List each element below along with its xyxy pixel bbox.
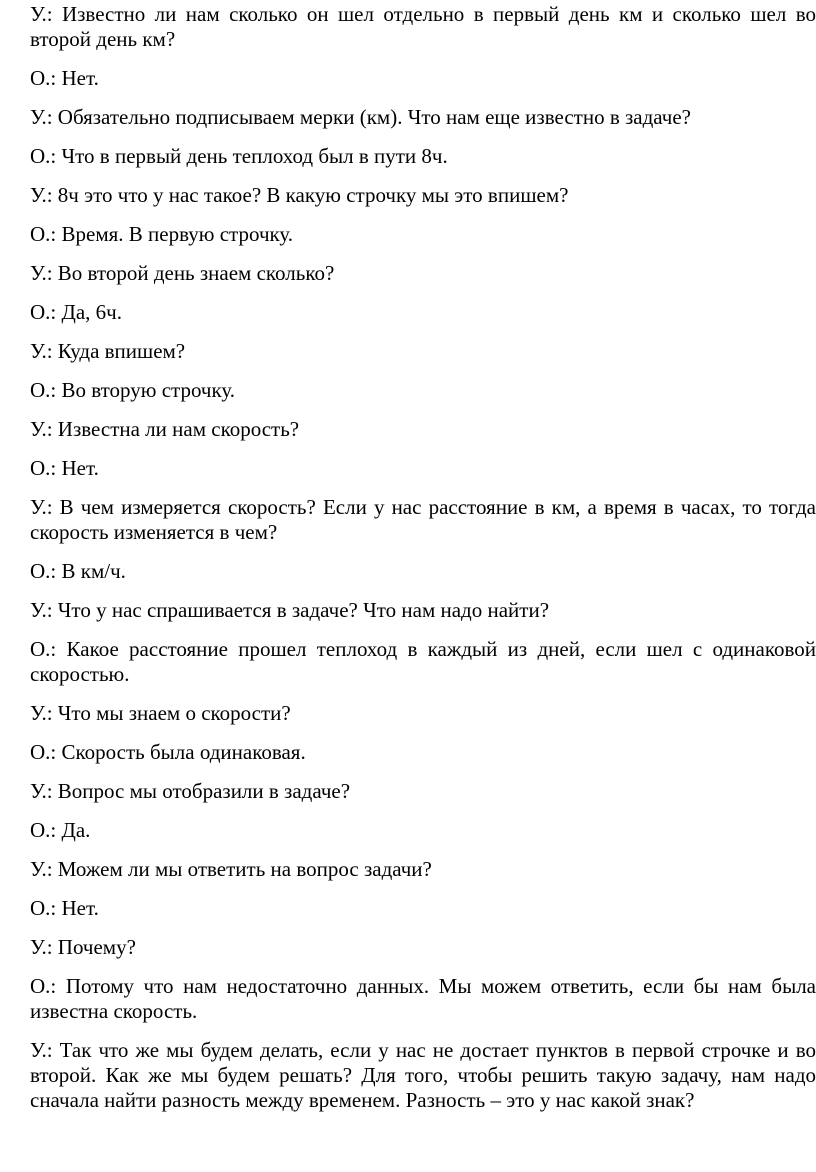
- paragraph-student-12: О.: Потому что нам недостаточно данных. Мы можем ответить, если бы нам была известна скорость.: [30, 974, 816, 1023]
- paragraph-teacher-9: У.: Что мы знаем о скорости?: [30, 701, 291, 725]
- paragraph-teacher-8: У.: Что у нас спрашивается в задаче? Что нам надо найти?: [30, 598, 550, 622]
- paragraph-teacher-3: У.: 8ч это что у нас такое? В какую строчку мы это впишем?: [30, 183, 569, 207]
- paragraph-teacher-13: У.: Так что же мы будем делать, если у нас не достает пунктов в первой строчке и во второй. Как же мы будем решать? Для того, чтобы решить такую задачу, нам надо сначала найти разность между временем. Разность – это у нас какой знак?: [30, 1038, 816, 1112]
- paragraph-student-7: О.: В км/ч.: [30, 559, 126, 583]
- paragraph-student-1: О.: Нет.: [30, 66, 99, 90]
- paragraph-teacher-7: У.: В чем измеряется скорость? Если у нас расстояние в км, а время в часах, то тогда скорость изменяется в чем?: [30, 495, 816, 544]
- paragraph-student-3: О.: Время. В первую строчку.: [30, 222, 294, 246]
- paragraph-student-6: О.: Нет.: [30, 456, 99, 480]
- paragraph-student-9: О.: Скорость была одинаковая.: [30, 740, 306, 764]
- paragraph-student-4: О.: Да, 6ч.: [30, 300, 122, 324]
- paragraph-student-5: О.: Во вторую строчку.: [30, 378, 236, 402]
- paragraph-teacher-1: У.: Известно ли нам сколько он шел отдельно в первый день км и сколько шел во второй день км?: [30, 2, 816, 51]
- paragraph-student-2: О.: Что в первый день теплоход был в пути 8ч.: [30, 144, 448, 168]
- paragraph-teacher-10: У.: Вопрос мы отобразили в задаче?: [30, 779, 351, 803]
- paragraph-teacher-6: У.: Известна ли нам скорость?: [30, 417, 300, 441]
- paragraph-teacher-5: У.: Куда впишем?: [30, 339, 186, 363]
- paragraph-teacher-11: У.: Можем ли мы ответить на вопрос задачи?: [30, 857, 432, 881]
- paragraph-student-11: О.: Нет.: [30, 896, 99, 920]
- paragraph-teacher-2: У.: Обязательно подписываем мерки (км). Что нам еще известно в задаче?: [30, 105, 691, 129]
- paragraph-teacher-4: У.: Во второй день знаем сколько?: [30, 261, 335, 285]
- document-page: [30, 0, 816, 1113]
- paragraph-student-8: О.: Какое расстояние прошел теплоход в каждый из дней, если шел с одинаковой скоростью.: [30, 637, 816, 686]
- paragraph-teacher-12: У.: Почему?: [30, 935, 136, 959]
- paragraph-student-10: О.: Да.: [30, 818, 91, 842]
